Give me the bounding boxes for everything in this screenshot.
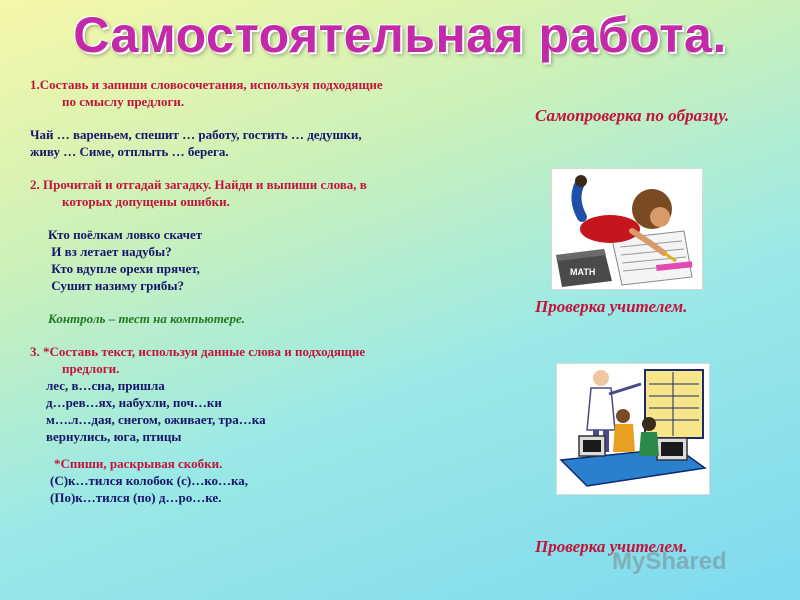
riddle-line: И вз летает надубы? [48,244,172,259]
tasks-column [30,76,460,506]
self-check-label: Самопроверка по образцу. [535,106,730,125]
teacher-check-label-2: Проверка учителем. [535,537,688,556]
task3-words: вернулись, юга, птицы [46,429,182,444]
task1-heading: 1.Составь и запиши словосочетания, используя подходящие [30,77,383,92]
task3-heading-cont: предлоги. [62,361,120,376]
task2-heading: 2. Прочитай и отгадай загадку. Найди и выпиши слова, в [30,177,367,192]
riddle-line: Кто вдупле орехи прячет, [48,261,200,276]
riddle [30,226,460,294]
riddle-line: Сушит назиму грибы? [48,278,184,293]
control-note: Контроль – тест на компьютере. [48,311,245,326]
teacher-check-label: Проверка учителем. [535,297,688,316]
task1-text-line2: живу … Симе, отплыть … берега. [30,144,229,159]
task2-heading-cont: которых допущены ошибки. [62,194,230,209]
student-writing-icon [552,169,702,289]
task1-heading-cont: по смыслу предлоги. [62,94,185,109]
task1-text-line1: Чай … вареньем, спешит … работу, гостить … дедушки, [30,127,362,142]
watermark: MyShared [612,548,727,575]
task3-words: лес, в…сна, пришла [46,378,165,393]
extra-heading: *Спиши, раскрывая скобки. [54,456,223,471]
extra-line: (По)к…тился (по) д…ро…ке. [50,490,222,505]
page-title: Самостоятельная работа. [73,7,727,63]
extra-line: (С)к…тился колобок (с)…ко…ка, [50,473,249,488]
student-writing-image [551,168,703,290]
task3-words: д…рев…ях, набухли, поч…ки [46,395,222,410]
computer-class-icon [557,364,709,494]
computer-class-image [556,363,710,495]
task3-words: м….л…дая, снегом, оживает, тра…ка [46,412,266,427]
task3-heading: 3. *Составь текст, используя данные слова и подходящие [30,344,366,359]
book-label: MATH [570,267,596,277]
riddle-line: Кто поёлкам ловко скачет [48,227,203,242]
